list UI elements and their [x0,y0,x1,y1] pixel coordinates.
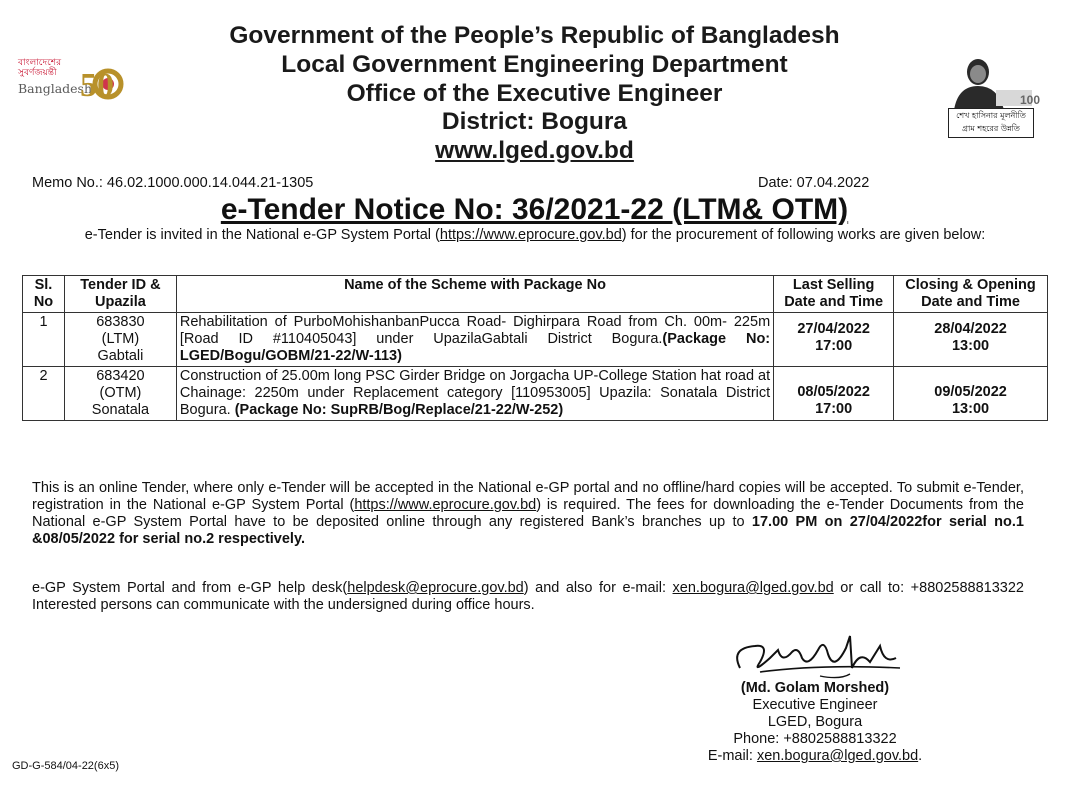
signer-name: (Md. Golam Morshed) [740,680,890,696]
header-office: Office of the Executive Engineer [346,80,723,107]
mujib-portrait-logo [948,56,1041,140]
row-closing-opening: 09/05/2022 13:00 [894,367,1048,421]
row-tender-id: 683830 (LTM) Gabtali [64,313,176,367]
notice-title: e-Tender Notice No: 36/2021-22 (LTM& OTM) [220,193,849,226]
header-sl: Sl. No [23,276,65,313]
xen-email-link[interactable]: xen.bogura@lged.gov.bd [672,580,834,596]
row-last-selling: 27/04/2022 17:00 [774,313,894,367]
online-tender-paragraph: This is an online Tender, where only e-Tender will be accepted in the National e-GP portal and no offline/hard copies will be accepted. To submit e-Tender, registration in the National e-GP System Portal (https://www.eprocure.gov.bd) is required. The fees for downloading the e-Tender Documents from the National e-GP System Portal have to be deposited online through any registered Bank’s branches up to 17.00 PM on 27/04/2022for serial no.1 &08/05/2022 for serial no.2 respectively. [32,480,1024,547]
header-district: District: Bogura [441,108,628,135]
row-scheme: Construction of 25.00m long PSC Girder Bridge on Jorgacha UP-College Station hat road at Chainage: 2250m under Replacement category [110953005] Upazila: Sonatala District Bogura. (Package No: SupRB/Bog/Replace/21-22/W-252) [176,367,773,421]
header-government: Government of the People’s Republic of Bangladesh [229,22,840,49]
logo-caption: শেখ হাসিনার মূলনীতি গ্রাম শহরের উন্নতি [948,108,1034,138]
signer-email-link[interactable]: xen.bogura@lged.gov.bd [756,748,919,764]
memo-date: Date: 07.04.2022 [758,175,870,191]
table-row [23,367,1048,421]
svg-text:100: 100 [1020,93,1041,107]
logo-number: 50 [80,67,114,104]
signer-office: LGED, Bogura [767,714,863,730]
signer-phone: Phone: +8802588813322 [733,731,897,747]
table-header-row [23,276,1048,313]
table-row [23,313,1048,367]
header-website-link[interactable]: www.lged.gov.bd [435,137,634,164]
header-last-selling: Last Selling Date and Time [774,276,894,313]
header-scheme: Name of the Scheme with Package No [176,276,773,313]
signature-icon [700,628,930,684]
golden-jubilee-logo [14,44,124,114]
row-closing-opening: 28/04/2022 13:00 [894,313,1048,367]
helpdesk-email-link[interactable]: helpdesk@eprocure.gov.bd [347,580,524,596]
row-sl: 2 [23,367,65,421]
header-tender-id: Tender ID & Upazila [64,276,176,313]
portrait-icon [948,56,1041,110]
contact-paragraph: e-GP System Portal and from e-GP help desk(helpdesk@eprocure.gov.bd) and also for e-mail: xen.bogura@lged.gov.bd or call to: +8802588813322 Interested persons can communicate with the undersigned during office hours. [32,580,1024,613]
signer-email: E-mail: xen.bogura@lged.gov.bd. [707,748,923,764]
row-tender-id: 683420 (OTM) Sonatala [64,367,176,421]
footer-code: GD-G-584/04-22(6x5) [12,760,119,772]
row-sl: 1 [23,313,65,367]
fifty-emblem-icon [78,50,122,106]
eprocure-link[interactable]: https://www.eprocure.gov.bd [354,497,537,513]
tender-table [22,275,1048,421]
header-closing-opening: Closing & Opening Date and Time [894,276,1048,313]
row-last-selling: 08/05/2022 17:00 [774,367,894,421]
intro-paragraph: e-Tender is invited in the National e-GP System Portal (https://www.eprocure.gov.bd) for the procurement of following works are given below: [84,227,986,243]
header-department: Local Government Engineering Department [281,51,788,78]
eprocure-link[interactable]: https://www.eprocure.gov.bd [439,227,622,243]
memo-number: Memo No.: 46.02.1000.000.14.044.21-1305 [32,175,314,191]
logo-country-text: Bangladesh [18,81,93,96]
logo-bengali-text: বাংলাদেশের সুবর্ণজয়ন্তী [18,58,62,78]
signer-designation: Executive Engineer [752,697,878,713]
row-scheme: Rehabilitation of PurboMohishanbanPucca Road- Dighirpara Road from Ch. 00m- 225m [Road ID #110405043] under UpazilaGabtali District Bogura.(Package No: LGED/Bogu/GOBM/21-22/W-113) [176,313,773,367]
